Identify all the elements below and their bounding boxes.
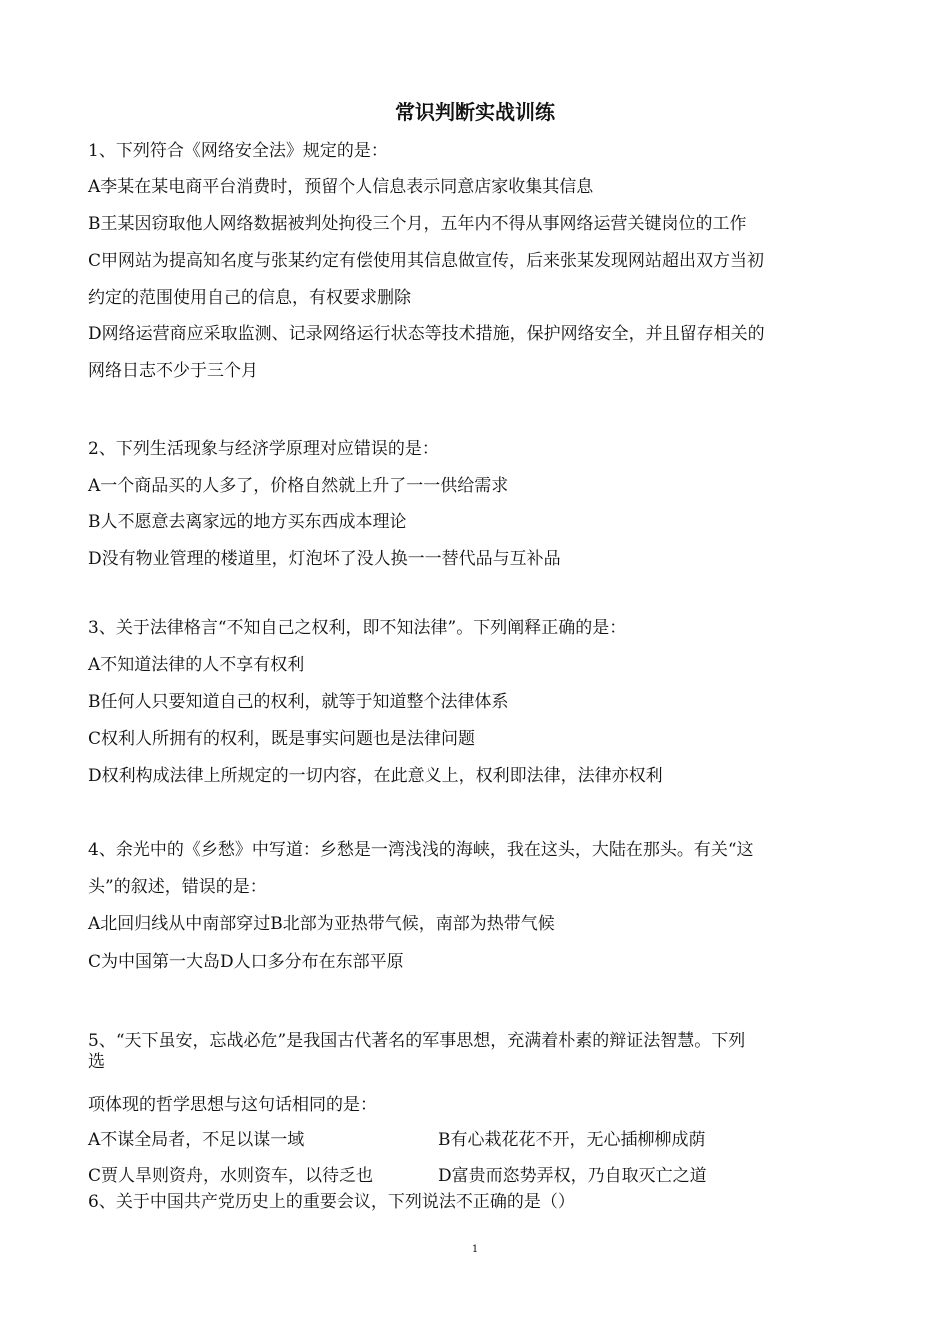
q1-stem: 1、下列符合《网络安全法》规定的是： — [88, 141, 388, 161]
q1-option-b: B王某因窃取他人网络数据被判处拘役三个月，五年内不得从事网络运营关键岗位的工作 — [88, 214, 747, 234]
q3-option-a: A不知道法律的人不享有权利 — [88, 655, 305, 675]
q3-option-c: C权利人所拥有的权利，既是事实问题也是法律问题 — [88, 729, 476, 749]
page-number: 1 — [471, 1244, 479, 1255]
q1-option-c-line1: C甲网站为提高知名度与张某约定有偿使用其信息做宣传，后来张某发现网站超出双方当初 — [88, 251, 765, 271]
q2-option-a: A一个商品买的人多了，价格自然就上升了一一供给需求 — [88, 476, 509, 496]
q1-option-a: A李某在某电商平台消费时，预留个人信息表示同意店家收集其信息 — [88, 177, 594, 197]
q4-options-cd: C为中国第一大岛D人口多分布在东部平原 — [88, 952, 404, 972]
q1-option-c-line2: 约定的范围使用自己的信息，有权要求删除 — [88, 288, 411, 308]
q5-option-a: A不谋全局者，不足以谋一域 — [88, 1130, 305, 1150]
q5-stem-line1-wrap: 选 — [88, 1052, 105, 1072]
q3-stem: 3、关于法律格言“不知自己之权利，即不知法律”。下列阐释正确的是： — [88, 618, 627, 638]
q3-option-d: D权利构成法律上所规定的一切内容，在此意义上，权利即法律，法律亦权利 — [88, 766, 663, 786]
q4-stem-line2: 头”的叙述，错误的是： — [88, 877, 267, 897]
q4-stem-line1: 4、余光中的《乡愁》中写道：乡愁是一湾浅浅的海峡，我在这头，大陆在那头。有关“这 — [88, 840, 754, 860]
q5-option-b: B有心栽花花不开，无心插柳柳成荫 — [438, 1130, 706, 1150]
page-title: 常识判断实战训练 — [395, 100, 555, 124]
q2-stem: 2、下列生活现象与经济学原理对应错误的是： — [88, 439, 439, 459]
q1-option-d-line2: 网络日志不少于三个月 — [88, 361, 258, 381]
q3-option-b: B任何人只要知道自己的权利，就等于知道整个法律体系 — [88, 692, 509, 712]
q5-option-d: D富贵而恣势弄权，乃自取灭亡之道 — [438, 1166, 707, 1186]
q4-options-ab: A北回归线从中南部穿过B北部为亚热带气候，南部为热带气候 — [88, 914, 555, 934]
q2-option-d: D没有物业管理的楼道里，灯泡坏了没人换一一替代品与互补品 — [88, 549, 561, 569]
q2-option-b: B人不愿意去离家远的地方买东西成本理论 — [88, 512, 407, 532]
q1-option-d-line1: D网络运营商应采取监测、记录网络运行状态等技术措施，保护网络安全，并且留存相关的 — [88, 324, 765, 344]
q5-option-c: C贾人旱则资舟，水则资车，以待乏也 — [88, 1166, 374, 1186]
q6-stem: 6、关于中国共产党历史上的重要会议，下列说法不正确的是（） — [88, 1192, 575, 1212]
q5-stem-line1: 5、“天下虽安，忘战必危”是我国古代著名的军事思想，充满着朴素的辩证法智慧。下列 — [88, 1031, 746, 1051]
q5-stem-line2: 项体现的哲学思想与这句话相同的是： — [88, 1095, 377, 1115]
